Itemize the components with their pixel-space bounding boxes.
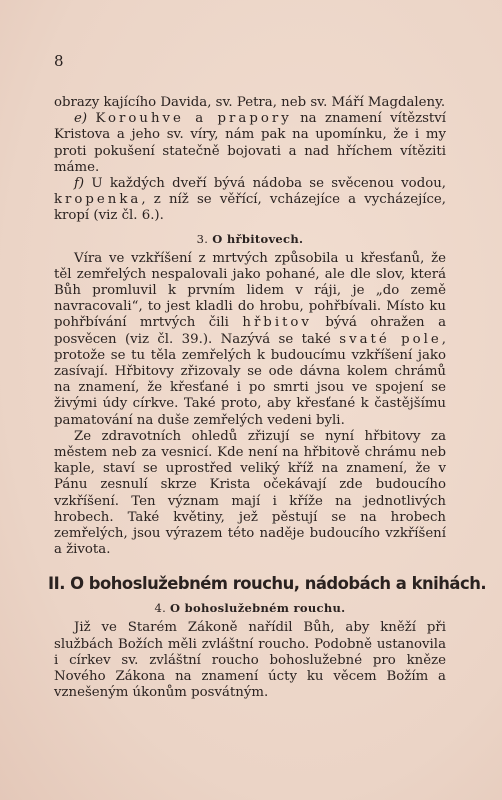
paragraph-item-f	[54, 176, 446, 225]
section-4-heading	[54, 601, 446, 615]
item-f-mark: f)	[74, 176, 85, 192]
section-3-paragraph-2: Ze zdravotních ohledů zřizují se nyní hřbitovy za městem neb za vesnicí. Kde není na hřbitově chrámu neb kaple, staví se uprostřed veliký kříž na znamení, že v Pánu zesnulí skrze Krista očekávají zde budoucího vzkříšení. Ten význam mají i kříže na jednotlivých hrobech. Také květiny, jež pěstují se na hrobech zemřelých, jsou výrazem této naděje budoucího vzkříšení a života.	[54, 428, 446, 558]
s3-p1-text-c: , protože se tu těla zemřelých k budoucímu vzkříšení jako zasívají. Hřbitovy zřizovaly se ode dávna kolem chrámů na znamení, že křesťané i po smrti jsou ve spojení se živými údy církve. Také proto, aby křesťané k častějšímu pamatování na duše zemřelých vedeni byli.	[54, 331, 446, 428]
item-e-spaced-term: Korouhve a prapory	[95, 111, 292, 127]
item-e-text: na znamení vítězství Kristova a jeho sv. víry, nám pak na upomínku, že i my proti pokušení statečně bojovati a nad hříchem vítěziti máme.	[54, 111, 447, 175]
s3-p1-text-a: Víra ve vzkříšení z mrtvých způsobila u křesťanů, že těl zemřelých nespalovali jako pohané, ale dle slov, která Bůh promluvil k prvním lidem v ráji, je „do země navracovali“, to jest kladli do hrobu, pohřbívali. Místo ku pohřbívání mrtvých čili	[54, 250, 446, 331]
page-number: 8	[54, 52, 64, 70]
s3-p1-text-b: bývá ohražen a posvěcen (viz čl. 39.). Nazývá se také	[54, 315, 447, 347]
section-3-heading	[54, 232, 446, 246]
paragraph-continuation: obrazy kajícího Davida, sv. Petra, neb sv. Máří Magdaleny.	[54, 95, 446, 110]
section-3-number: 3.	[196, 231, 209, 246]
item-e-mark: e)	[74, 111, 88, 127]
item-f-text-a: U každých dveří bývá nádoba se svěcenou vodou,	[91, 176, 446, 192]
section-4-title: O bohoslužebném rouchu.	[170, 601, 346, 616]
section-4-paragraph-1: Již ve Starém Zákoně nařídil Bůh, aby kněží při službách Božích měli zvláštní roucho. Podobně ustanovila i církev sv. zvláštní roucho bohoslužebné pro kněze Nového Zákona na znamení úcty ku věcem Božím a vznešeným úkonům posvátným.	[54, 620, 446, 701]
section-3-title: O hřbitovech.	[212, 231, 304, 246]
paragraph-item-e	[54, 111, 446, 176]
s3-p1-spaced-svate-pole: svaté pole	[339, 331, 442, 347]
item-f-text-b: , z níž se věřící, vcházejíce a vycházejíce, kropí (viz čl. 6.).	[54, 192, 446, 224]
chapter-2-heading: II. O bohoslužebném rouchu, nádobách a knihách.	[48, 574, 487, 594]
item-f-spaced-term: kropenka	[54, 192, 142, 208]
page-content	[48, 95, 487, 702]
s3-p1-spaced-hrbitov: hřbitov	[242, 315, 312, 331]
section-4-number: 4.	[154, 601, 167, 616]
section-3-paragraph-1	[54, 251, 446, 429]
